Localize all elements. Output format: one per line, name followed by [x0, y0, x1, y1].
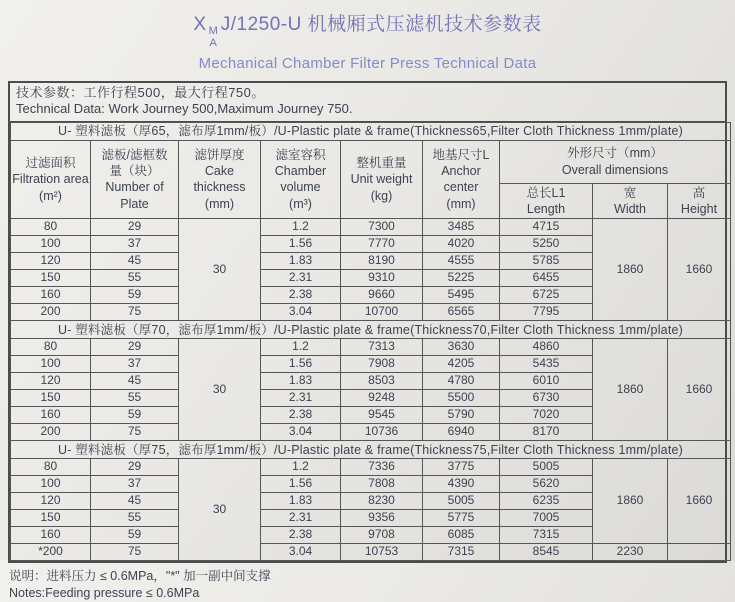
cell-chamber-volume: 2.38	[261, 287, 341, 304]
cell-anchor-center: 5500	[423, 390, 500, 407]
section-1-title: U- 塑料滤板（厚65，滤布厚1mm/板）/U-Plastic plate & frame(Thickness65,Filter Cloth Thickness 1mm/plate)	[11, 122, 731, 140]
cell-filtration-area: 80	[11, 219, 91, 236]
cell-length: 8545	[500, 544, 593, 561]
cell-anchor-center: 5775	[423, 510, 500, 527]
cell-filtration-area: 120	[11, 373, 91, 390]
cell-filtration-area: 80	[11, 339, 91, 356]
cell-length: 4860	[500, 339, 593, 356]
cell-length: 6455	[500, 270, 593, 287]
cell-anchor-center: 3485	[423, 219, 500, 236]
cell-chamber-volume: 2.31	[261, 270, 341, 287]
cell-anchor-center: 5005	[423, 493, 500, 510]
cell-length: 7795	[500, 304, 593, 321]
section-3-rows	[11, 459, 731, 561]
cell-width-merged: 1860	[593, 339, 668, 441]
table-head-group	[11, 122, 731, 219]
cell-anchor-center: 5790	[423, 407, 500, 424]
column-header-row	[11, 140, 731, 183]
cell-plate-count: 55	[91, 270, 179, 287]
model-title-main: J/1250-U 机械厢式压滤机技术参数表	[220, 14, 542, 35]
cell-unit-weight: 8230	[341, 493, 423, 510]
cell-anchor-center: 3630	[423, 339, 500, 356]
cell-filtration-area: 160	[11, 407, 91, 424]
cell-anchor-center: 3775	[423, 459, 500, 476]
cell-cake-thickness-merged: 30	[179, 219, 261, 321]
cell-filtration-area: 160	[11, 287, 91, 304]
cell-unit-weight: 7770	[341, 236, 423, 253]
cell-chamber-volume: 2.31	[261, 510, 341, 527]
cell-anchor-center: 6940	[423, 424, 500, 441]
technical-data-frame	[8, 81, 727, 563]
section-3-title-group	[11, 441, 731, 459]
cell-filtration-area: 150	[11, 510, 91, 527]
cell-filtration-area: 120	[11, 253, 91, 270]
data-row	[11, 219, 731, 236]
cell-plate-count: 29	[91, 459, 179, 476]
data-row	[11, 339, 731, 356]
cell-plate-count: 45	[91, 373, 179, 390]
notes-block	[8, 568, 727, 602]
cell-length: 4715	[500, 219, 593, 236]
cell-cake-thickness-merged: 30	[179, 339, 261, 441]
cell-filtration-area: 120	[11, 493, 91, 510]
cell-chamber-volume: 3.04	[261, 544, 341, 561]
cell-length: 5435	[500, 356, 593, 373]
cell-chamber-volume: 3.04	[261, 304, 341, 321]
header-cake-thickness: 滤饼厚度 Cake thickness (mm)	[179, 140, 261, 219]
cell-length: 6235	[500, 493, 593, 510]
cell-plate-count: 59	[91, 407, 179, 424]
cell-unit-weight: 9356	[341, 510, 423, 527]
cell-plate-count: 59	[91, 527, 179, 544]
cell-chamber-volume: 3.04	[261, 424, 341, 441]
cell-anchor-center: 4205	[423, 356, 500, 373]
cell-length: 5005	[500, 459, 593, 476]
cell-length: 5785	[500, 253, 593, 270]
cell-cake-thickness-merged: 30	[179, 459, 261, 561]
model-prefix: X	[193, 14, 207, 35]
cell-chamber-volume: 2.31	[261, 390, 341, 407]
section-2-title-row	[11, 321, 731, 339]
cell-length: 7005	[500, 510, 593, 527]
cell-length: 6010	[500, 373, 593, 390]
cell-length: 8170	[500, 424, 593, 441]
cell-chamber-volume: 1.2	[261, 339, 341, 356]
cell-anchor-center: 4780	[423, 373, 500, 390]
cell-anchor-center: 4390	[423, 476, 500, 493]
cell-width: 2230	[593, 544, 668, 561]
data-row	[11, 459, 731, 476]
cell-length: 6725	[500, 287, 593, 304]
cell-plate-count: 37	[91, 236, 179, 253]
cell-plate-count: 75	[91, 544, 179, 561]
cell-chamber-volume: 2.38	[261, 407, 341, 424]
cell-plate-count: 45	[91, 253, 179, 270]
section-1-rows	[11, 219, 731, 321]
cell-unit-weight: 9248	[341, 390, 423, 407]
cell-chamber-volume: 1.2	[261, 459, 341, 476]
header-anchor-center: 地基尺寸L Anchor center (mm)	[423, 140, 500, 219]
model-stacked-letters	[209, 25, 218, 49]
cell-anchor-center: 7315	[423, 544, 500, 561]
cell-anchor-center: 6565	[423, 304, 500, 321]
cell-filtration-area: 100	[11, 236, 91, 253]
cell-filtration-area: *200	[11, 544, 91, 561]
cell-unit-weight: 9545	[341, 407, 423, 424]
section-3-title: U- 塑料滤板（厚75，滤布厚1mm/板）/U-Plastic plate & frame(Thickness75,Filter Cloth Thickness 1mm/plate)	[11, 441, 731, 459]
cell-filtration-area: 100	[11, 356, 91, 373]
header-filtration-area: 过滤面积 Filtration area (m²)	[11, 140, 91, 219]
cell-plate-count: 59	[91, 287, 179, 304]
page-title	[8, 9, 727, 49]
header-chamber-volume: 滤室容积 Chamber volume (m³)	[261, 140, 341, 219]
cell-anchor-center: 6085	[423, 527, 500, 544]
section-3-title-row	[11, 441, 731, 459]
header-overall-dimensions: 外形尺寸（mm） Overall dimensions	[500, 140, 731, 183]
cell-unit-weight: 10736	[341, 424, 423, 441]
section-2-rows	[11, 339, 731, 441]
cell-anchor-center: 5495	[423, 287, 500, 304]
cell-unit-weight: 7300	[341, 219, 423, 236]
tech-parameters-line-cn: 技术参数：工作行程500，最大行程750。	[16, 85, 265, 101]
cell-filtration-area: 160	[11, 527, 91, 544]
cell-plate-count: 37	[91, 356, 179, 373]
cell-unit-weight: 7313	[341, 339, 423, 356]
notes-line-en: Notes:Feeding pressure ≤ 0.6MPa	[9, 586, 200, 601]
cell-plate-count: 29	[91, 219, 179, 236]
cell-plate-count: 75	[91, 304, 179, 321]
cell-height-merged: 1660	[668, 339, 731, 441]
cell-chamber-volume: 2.38	[261, 527, 341, 544]
cell-length: 5620	[500, 476, 593, 493]
section-2-title-group	[11, 321, 731, 339]
header-unit-weight: 整机重量 Unit weight (kg)	[341, 140, 423, 219]
cell-filtration-area: 200	[11, 424, 91, 441]
cell-plate-count: 55	[91, 510, 179, 527]
cell-filtration-area: 200	[11, 304, 91, 321]
section-1-title-row	[11, 122, 731, 140]
cell-chamber-volume: 1.83	[261, 253, 341, 270]
cell-filtration-area: 80	[11, 459, 91, 476]
cell-chamber-volume: 1.56	[261, 356, 341, 373]
cell-chamber-volume: 1.56	[261, 236, 341, 253]
cell-unit-weight: 9310	[341, 270, 423, 287]
cell-anchor-center: 4020	[423, 236, 500, 253]
model-letter-bottom: A	[209, 37, 217, 50]
tech-parameters-box	[10, 83, 725, 122]
cell-width-merged: 1860	[593, 219, 668, 321]
cell-plate-count: 45	[91, 493, 179, 510]
cell-height-merged: 1660	[668, 219, 731, 321]
cell-plate-count: 75	[91, 424, 179, 441]
model-letter-top: M	[208, 25, 218, 37]
cell-width-merged: 1860	[593, 459, 668, 544]
spec-table	[10, 122, 731, 562]
cell-length: 6730	[500, 390, 593, 407]
cell-plate-count: 55	[91, 390, 179, 407]
cell-anchor-center: 4555	[423, 253, 500, 270]
header-width: 宽 Width	[593, 183, 668, 219]
notes-line-cn: 说明：进料压力 ≤ 0.6MPa，"*" 加一副中间支撑	[9, 569, 271, 584]
data-row	[11, 544, 731, 561]
cell-length: 7020	[500, 407, 593, 424]
cell-chamber-volume: 1.56	[261, 476, 341, 493]
cell-plate-count: 37	[91, 476, 179, 493]
cell-unit-weight: 9708	[341, 527, 423, 544]
cell-chamber-volume: 1.2	[261, 219, 341, 236]
cell-anchor-center: 5225	[423, 270, 500, 287]
cell-unit-weight: 10700	[341, 304, 423, 321]
cell-length: 5250	[500, 236, 593, 253]
section-2-title: U- 塑料滤板（厚70，滤布厚1mm/板）/U-Plastic plate & frame(Thickness70,Filter Cloth Thickness 1mm/plate)	[11, 321, 731, 339]
cell-unit-weight: 9660	[341, 287, 423, 304]
cell-unit-weight: 7808	[341, 476, 423, 493]
cell-length: 7315	[500, 527, 593, 544]
cell-unit-weight: 7908	[341, 356, 423, 373]
cell-chamber-volume: 1.83	[261, 373, 341, 390]
header-height: 高 Height	[668, 183, 731, 219]
cell-height	[668, 544, 731, 561]
header-plate-count: 滤板/滤框数 量（块） Number of Plate	[91, 140, 179, 219]
cell-unit-weight: 10753	[341, 544, 423, 561]
cell-filtration-area: 150	[11, 270, 91, 287]
header-length: 总长L1 Length	[500, 183, 593, 219]
cell-filtration-area: 100	[11, 476, 91, 493]
cell-unit-weight: 8503	[341, 373, 423, 390]
tech-parameters-line-en: Technical Data: Work Journey 500,Maximum Journey 750.	[16, 101, 353, 117]
cell-filtration-area: 150	[11, 390, 91, 407]
cell-plate-count: 29	[91, 339, 179, 356]
cell-chamber-volume: 1.83	[261, 493, 341, 510]
cell-unit-weight: 8190	[341, 253, 423, 270]
cell-unit-weight: 7336	[341, 459, 423, 476]
cell-height-merged: 1660	[668, 459, 731, 544]
page-subtitle: Mechanical Chamber Filter Press Technical Data	[198, 55, 537, 73]
